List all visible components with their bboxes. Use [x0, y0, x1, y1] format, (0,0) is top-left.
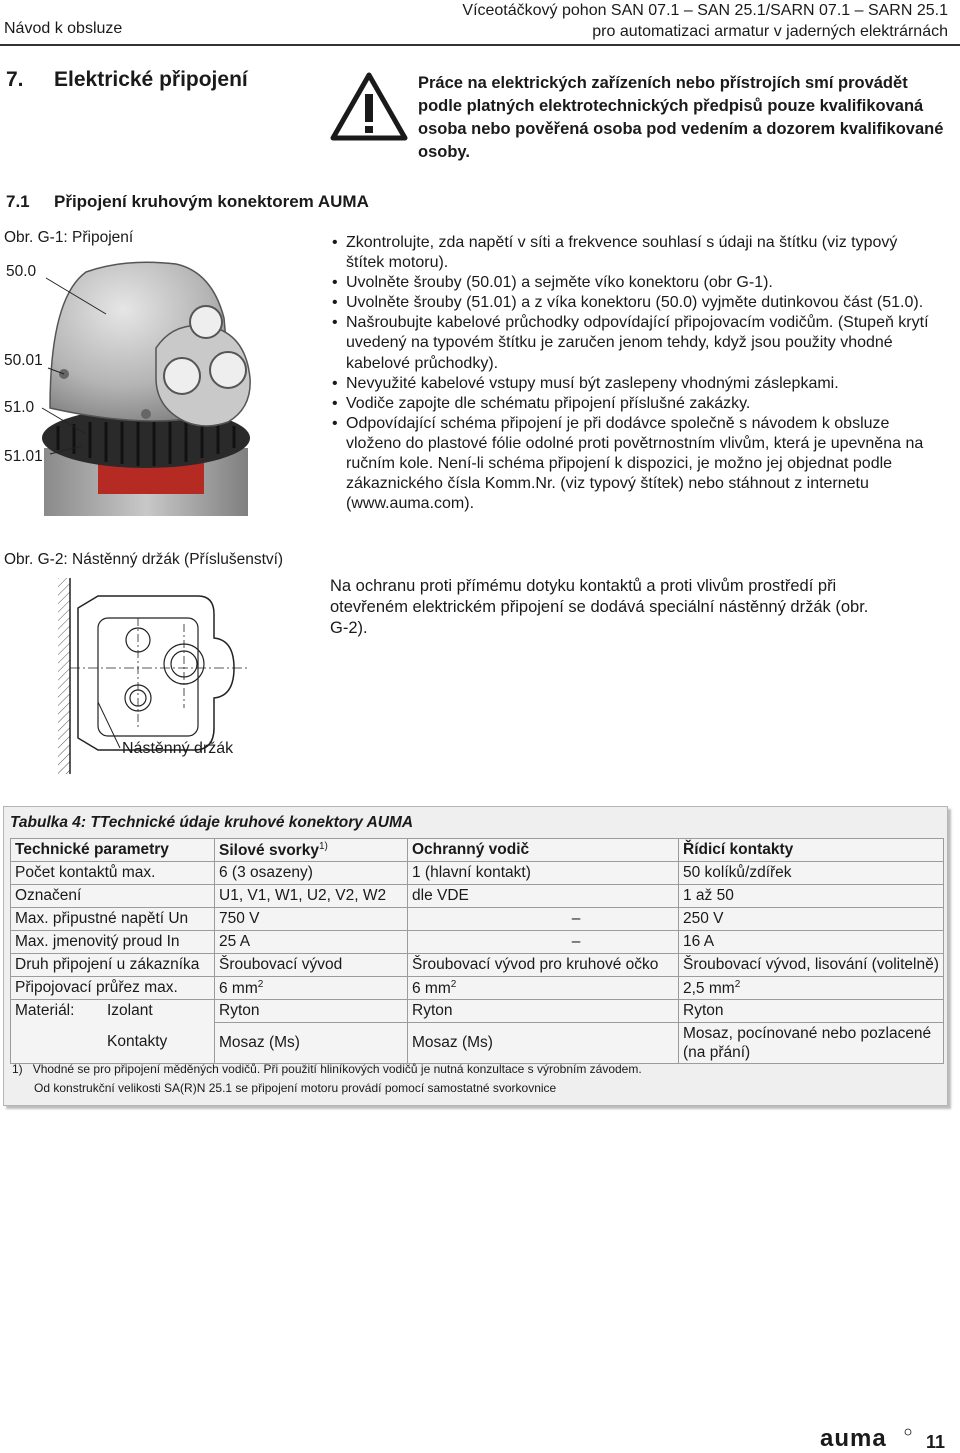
table-row — [11, 862, 944, 885]
table-cell: Ryton — [679, 1000, 944, 1023]
table-cell: 50 kolíků/zdířek — [679, 862, 944, 885]
table-row — [11, 1000, 944, 1023]
table-cell: 6 (3 osazeny) — [215, 862, 408, 885]
subsection-title — [6, 192, 369, 212]
table-cell: 750 V — [215, 908, 408, 931]
list-item: • Nevyužité kabelové vstupy musí být zaslepeny vhodnými záslepkami. — [330, 374, 930, 394]
kontakty-label: Kontakty — [107, 1033, 168, 1050]
label-51-01: 51.01 — [4, 448, 43, 465]
table-cell: Připojovací průřez max. — [11, 977, 215, 1000]
label-50-01: 50.01 — [4, 352, 43, 369]
warning-triangle-icon — [330, 72, 408, 142]
header-cell: Ochranný vodič — [408, 839, 679, 862]
table-row — [11, 931, 944, 954]
table-row — [11, 885, 944, 908]
table-row — [11, 977, 944, 1000]
auma-logo — [820, 1426, 912, 1450]
table-row — [11, 954, 944, 977]
wall-holder-paragraph: Na ochranu proti přímému dotyku kontaktů a proti vlivům prostředí při otevřeném elektrickém připojení se dodává speciální nástěnný držák (obr. G-2). — [330, 577, 869, 637]
table-cell: 16 A — [679, 931, 944, 954]
table-cell — [11, 1000, 215, 1064]
table-cell: Označení — [11, 885, 215, 908]
page-number: 11 — [926, 1432, 946, 1452]
table-cell: 6 $mm^2$ — [215, 977, 408, 1000]
connector-spec-table — [10, 838, 944, 1064]
table-cell: 1 až 50 — [679, 885, 944, 908]
table-cell: Max. připustné napětí Un — [11, 908, 215, 931]
table-cell: Mosaz (Ms) — [408, 1023, 679, 1064]
label-51-0: 51.0 — [4, 399, 35, 416]
izolant-label: Izolant — [107, 1002, 153, 1019]
table-cell: U1, V1, W1, U2, V2, W2 — [215, 885, 408, 908]
header-cell: Řídicí kontakty — [679, 839, 944, 862]
table-cell: 250 V — [679, 908, 944, 931]
wall-holder-label: Nástěnný držák — [122, 740, 234, 757]
table-footnote-2: Od konstrukční velikosti SA(R)N 25.1 se připojení motoru provádí pomocí samostatné svorkovnice — [34, 1081, 557, 1095]
list-item: • Našroubujte kabelové průchodky odpovídající připojovacím vodičům. (Stupeň krytí uvedený na typovém štítku je zaručen jenom tehdy, když jsou použity vhodné kabelové průchodky). — [330, 313, 930, 373]
figure-g2-caption: Obr. G-2: Nástěnný držák (Příslušenství) — [4, 551, 284, 568]
table-cell: dle VDE — [408, 885, 679, 908]
table-row — [11, 908, 944, 931]
safety-warning: Práce na elektrických zařízeních nebo přístrojích smí provádět podle platných elektrotechnických předpisů pouze kvalifikovaná osoba nebo pověřená osoba pod vedením a dozorem kvalifikované osoby. — [418, 74, 944, 161]
list-item: • Odpovídající schéma připojení je při dodávce společně s návodem k obsluze vloženo do plastové fólie odolné proti povětrnostním vlivům, která je upevněna na ručním kole. Není-li schéma připojení k dispozici, je možno jej objednat podle zákaznického čísla Komm.Nr. (viz typový štítek) nebo stáhnout z internetu (www.auma.com). — [330, 414, 930, 514]
material-label: Materiál: — [15, 1002, 75, 1019]
table-cell: 1 (hlavní kontakt) — [408, 862, 679, 885]
table-cell: 6 $mm^2$ — [408, 977, 679, 1000]
doc-header-subtitle: pro automatizaci armatur v jaderných elektrárnách — [592, 23, 948, 40]
table-cell: – — [408, 908, 679, 931]
list-item: • Vodiče zapojte dle schématu připojení příslušné zakázky. — [330, 394, 930, 414]
doc-header-product: Víceotáčkový pohon SAN 07.1 – SAN 25.1/SARN 07.1 – SARN 25.1 — [462, 2, 948, 19]
svg-text:auma: auma — [820, 1426, 887, 1450]
table-cell: Max. jmenovitý proud In — [11, 931, 215, 954]
section-title — [6, 68, 248, 92]
table-footnote-1: 1) Vhodné se pro připojení měděných vodičů. Při použití hliníkových vodičů je nutná konzultace s výrobním závodem. — [12, 1062, 642, 1076]
instruction-list — [330, 233, 930, 514]
list-item: • Uvolněte šrouby (51.01) a z víka konektoru (50.0) vyjměte dutinkovou část (51.0). — [330, 293, 930, 313]
section-number: 7. — [6, 68, 24, 91]
figure-g1-caption: Obr. G-1: Připojení — [4, 229, 134, 246]
table-cell: Mosaz (Ms) — [215, 1023, 408, 1064]
header-cell: Silové svorky$^{1)}$ — [215, 839, 408, 862]
list-item: • Uvolněte šrouby (50.01) a sejměte víko konektoru (obr G-1). — [330, 273, 930, 293]
table-cell: 25 A — [215, 931, 408, 954]
section-title-text: Elektrické připojení — [54, 68, 248, 91]
doc-header-right — [462, 0, 948, 42]
table-cell: Ryton — [408, 1000, 679, 1023]
table-cell: Šroubovací vývod — [215, 954, 408, 977]
table-title: Tabulka 4: TTechnické údaje kruhové konektory AUMA — [10, 814, 414, 831]
table-header-row — [11, 839, 944, 862]
table-cell: Šroubovací vývod, lisování (volitelně) — [679, 954, 944, 977]
connector-photo — [6, 258, 252, 516]
header-rule — [0, 44, 960, 46]
doc-header-left: Návod k obsluze — [4, 20, 123, 37]
table-cell: Počet kontaktů max. — [11, 862, 215, 885]
list-item: • Zkontrolujte, zda napětí v síti a frekvence souhlasí s údaji na štítku (viz typový štítek motoru). — [330, 233, 930, 273]
header-cell: Technické parametry — [11, 839, 215, 862]
table-cell: – — [408, 931, 679, 954]
subsection-number: 7.1 — [6, 192, 30, 211]
label-50-0: 50.0 — [6, 263, 37, 280]
table-cell: 2,5 $mm^2$ — [679, 977, 944, 1000]
table-cell: Ryton — [215, 1000, 408, 1023]
table-cell: Šroubovací vývod pro kruhové očko — [408, 954, 679, 977]
table-cell: Mosaz, pocínované nebo pozlacené (na přání) — [679, 1023, 944, 1064]
table-cell: Druh připojení u zákazníka — [11, 954, 215, 977]
subsection-title-text: Připojení kruhovým konektorem AUMA — [54, 192, 369, 211]
